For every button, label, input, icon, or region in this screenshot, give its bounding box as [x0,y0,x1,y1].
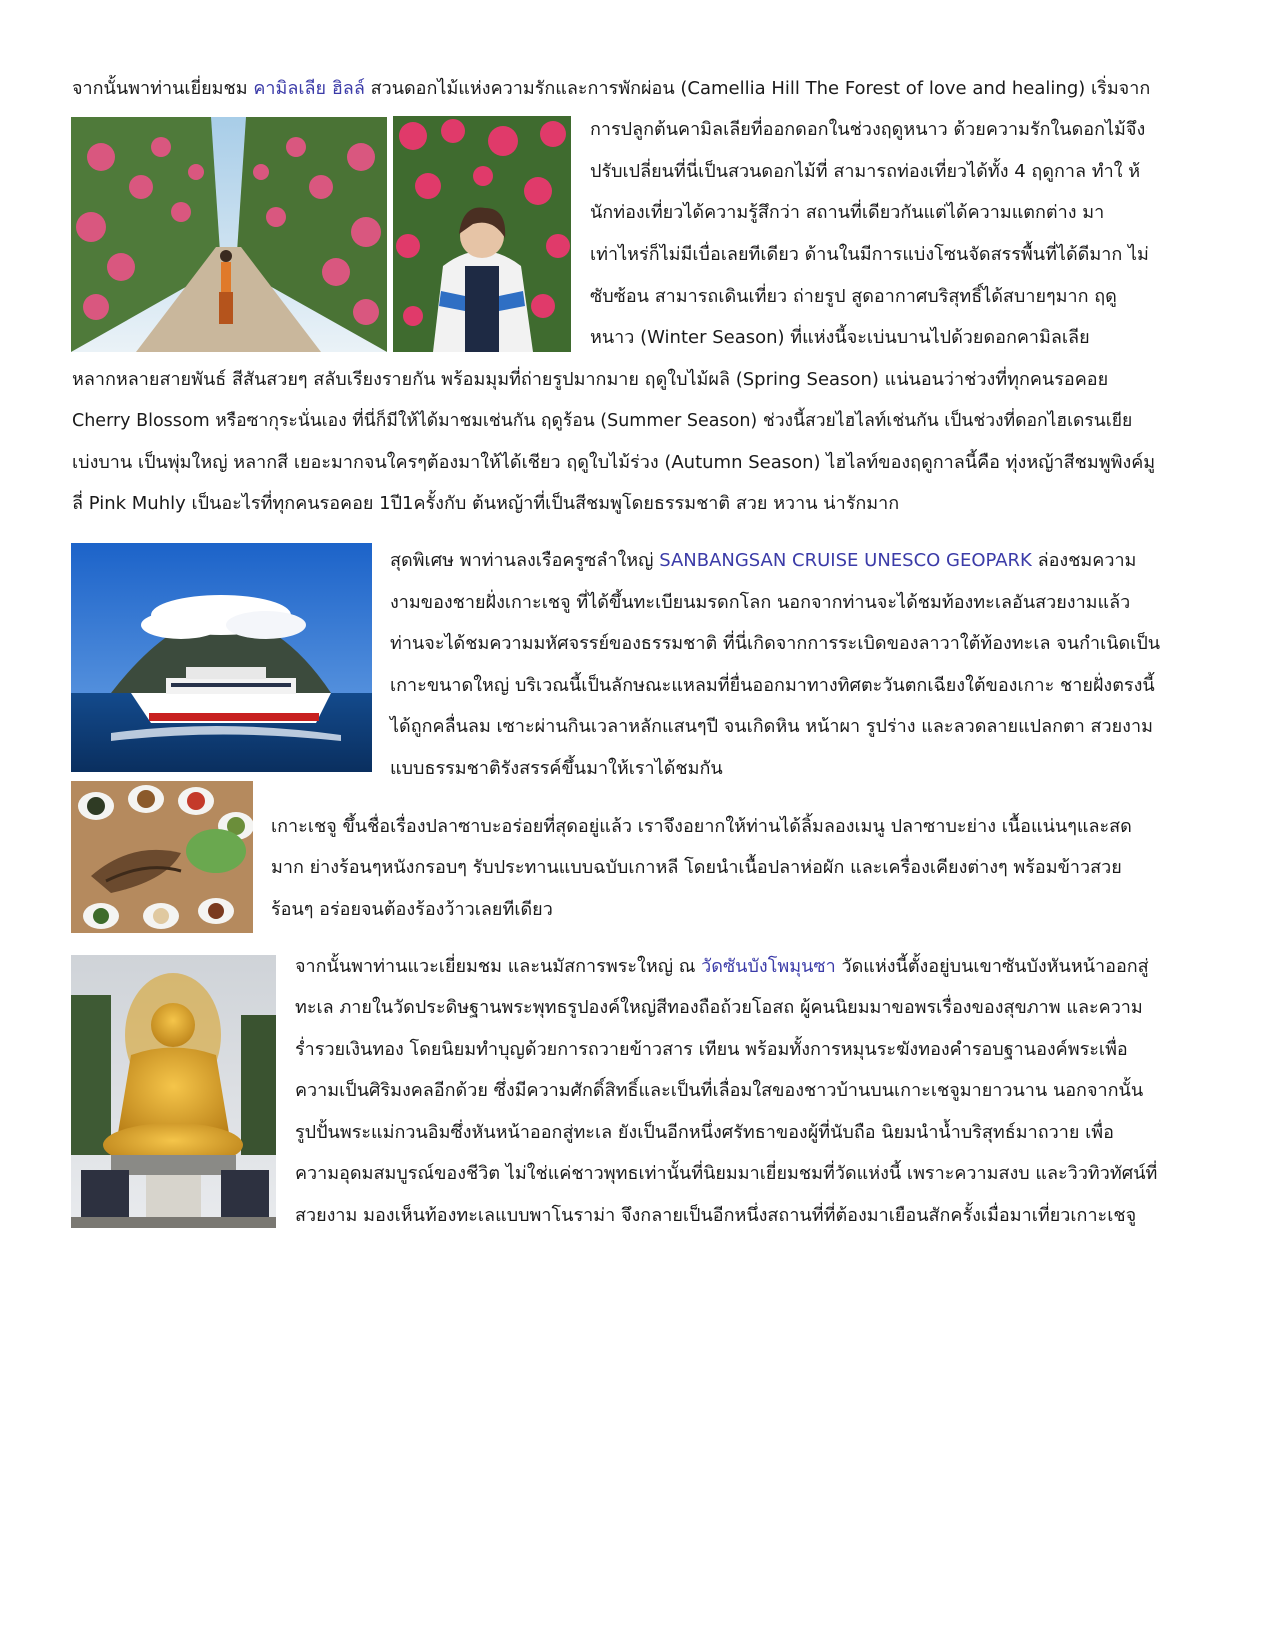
camellia-line-3: เบ่งบาน เป็นพุ่มใหญ่ หลากสี เยอะมากจนใครๆต้องมาให้ได้เชียว ฤดูใบไม้ร่วง (Autumn Season) ไฮไลท์ของฤดูกาลนี้คือ ทุ่งหญ้าสีชมพูพิงค์มู [72,452,1156,473]
temple-line-7: สวยงาม มองเห็นท้องทะเลแบบพาโนราม่า จึงกลายเป็นอีกหนึ่งสถานที่ที่ต้องมาเยือนสักครั้งเมื่อมาเที่ยวเกาะเชจู [295,1205,1137,1226]
temple-line-4: ความเป็นศิริมงคลอีกด้วย ซึ่งมีความศักดิ์สิทธิ์และเป็นที่เลื่อมใสของชาวบ้านบนเกาะเชจูมายาวนาน นอกจากนั้น [295,1080,1144,1101]
golden-buddha-photo [71,955,276,1228]
sanbang-temple-link[interactable]: วัดซันบังโพมุนซา [701,956,836,977]
camellia-side-line-4: เท่าไหร่ก็ไม่มีเบื่อเลยทีเดียว ด้านในมีการแบ่งโซนจัดสรรพื้นที่ได้ดีมาก ไม่ [590,244,1149,265]
cruise-line-1: สุดพิเศษ พาท่านลงเรือครูซลำใหญ่ SANBANGSAN CRUISE UNESCO GEOPARK ล่องชมความ [390,550,1137,571]
temple-line-5: รูปปั้นพระแม่กวนอิมซึ่งหันหน้าออกสู่ทะเล ยังเป็นอีกหนึ่งศรัทธาของผู้ที่นับถือ นิยมนำน้ำบริสุทธ์มาถวาย เพื่อ [295,1122,1114,1143]
camellia-side-line-1: การปลูกต้นคามิลเลียที่ออกดอกในช่วงฤดูหนาว ด้วยความรักในดอกไม้จึง [590,119,1146,140]
mackerel-line-1: เกาะเชจู ขึ้นชื่อเรื่องปลาซาบะอร่อยที่สุดอยู่แล้ว เราจึงอยากให้ท่านได้ลิ้มลองเมนู ปลาซาบะย่าง เนื้อแน่นๆและสด [271,816,1132,837]
sanbangsan-cruise-link[interactable]: SANBANGSAN CRUISE UNESCO GEOPARK [659,550,1032,571]
temple-line-6: ความอุดมสมบูรณ์ของชีวิต ไม่ใช่แค่ชาวพุทธเท่านั้นที่นิยมมาเยี่ยมชมที่วัดแห่งนี้ เพราะความสงบ และวิวทิวทัศน์ที่ [295,1163,1158,1184]
temple-line-2: ทะเล ภายในวัดประดิษฐานพระพุทธรูปองค์ใหญ่สีทองถือถ้วยโอสถ ผู้คนนิยมมาขอพรเรื่องของสุขภาพ และความ [295,997,1143,1018]
temple-line-3: ร่ำรวยเงินทอง โดยนิยมทำบุญด้วยการถวายข้าวสาร เทียน พร้อมทั้งการหมุนระฆังทองคำรอบฐานองค์พระเพื่อ [295,1039,1128,1060]
cruise-line-5: ได้ถูกคลื่นลม เซาะผ่านกินเวลาหลักแสนๆปี จนเกิดหิน หน้าผา รูปร่าง และลวดลายแปลกตา สวยงาม [390,716,1153,737]
cruise-line-6: แบบธรรมชาติรังสรรค์ขึ้นมาให้เราได้ชมกัน [390,758,723,779]
camellia-portrait-photo [393,116,571,352]
cruise-line-4: เกาะขนาดใหญ่ บริเวณนี้เป็นลักษณะแหลมที่ยื่นออกมาทางทิศตะวันตกเฉียงใต้ของเกาะ ชายฝั่งตรงนี้ [390,675,1155,696]
camellia-side-line-6: หนาว (Winter Season) ที่แห่งนี้จะเบ่นบานไปด้วยดอกคามิลเลีย [590,327,1090,348]
camellia-path-photo [71,117,387,352]
cruise-ship-photo [71,543,372,772]
cruise-line-3: ท่านจะได้ชมความมหัศจรรย์ของธรรมชาติ ที่นี่เกิดจากการระเบิดของลาวาใต้ท้องทะเล จนกำเนิดเป็น [390,633,1161,654]
camellia-intro-line: จากนั้นพาท่านเยี่ยมชม คามิลเลีย ฮิลล์ สวนดอกไม้แห่งความรักและการพักผ่อน (Camellia Hill The Forest of love and healing) เริ่มจาก [72,78,1151,99]
camellia-line-2: Cherry Blossom หรือซากุระนั่นเอง ที่นี่ก็มีให้ได้มาชมเช่นกัน ฤดูร้อน (Summer Season) ช่วงนี้สวยไฮไลท์เช่นกัน เป็นช่วงที่ดอกไฮเดรนเยีย [72,411,1133,431]
camellia-side-line-5: ซับซ้อน สามารถเดินเที่ยว ถ่ายรูป สูดอากาศบริสุทธิ์ได้สบายๆมาก ฤดู [590,286,1117,307]
cruise-line-2: งามของชายฝั่งเกาะเชจู ที่ได้ขึ้นทะเบียนมรดกโลก นอกจากท่านจะได้ชมท้องทะเลอันสวยงามแล้ว [390,592,1131,613]
camellia-side-line-3: นักท่องเที่ยวได้ความรู้สึกว่า สถานที่เดียวกันแต่ได้ความแตกต่าง มา [590,202,1105,223]
mackerel-line-3: ร้อนๆ อร่อยจนต้องร้องว้าวเลยทีเดียว [271,899,553,920]
camellia-line-4: ลี่ Pink Muhly เป็นอะไรที่ทุกคนรอคอย 1ปี1ครั้งกับ ต้นหญ้าที่เป็นสีชมพูโดยธรรมชาติ สวย หวาน น่ารักมาก [72,493,900,514]
temple-line-1: จากนั้นพาท่านแวะเยี่ยมชม และนมัสการพระใหญ่ ณ วัดซันบังโพมุนซา วัดแห่งนี้ตั้งอยู่บนเขาซันบังหันหน้าออกสู่ [295,956,1149,977]
camellia-line-1: หลากหลายสายพันธ์ สีสันสวยๆ สลับเรียงรายกัน พร้อมมุมที่ถ่ายรูปมากมาย ฤดูใบไม้ผลิ (Spring Season) แน่นอนว่าช่วงที่ทุกคนรอคอย [72,369,1109,390]
camellia-hill-link[interactable]: คามิลเลีย ฮิลล์ [253,78,365,99]
camellia-side-line-2: ปรับเปลี่ยนที่นี่เป็นสวนดอกไม้ที่ สามารถท่องเที่ยวได้ทั้ง 4 ฤดูกาล ทำใ ห้ [590,161,1141,182]
grilled-mackerel-photo [71,781,253,933]
mackerel-line-2: มาก ย่างร้อนๆหนังกรอบๆ รับประทานแบบฉบับเกาหลี โดยนำเนื้อปลาห่อผัก และเครื่องเคียงต่างๆ พร้อมข้าวสวย [271,857,1122,878]
